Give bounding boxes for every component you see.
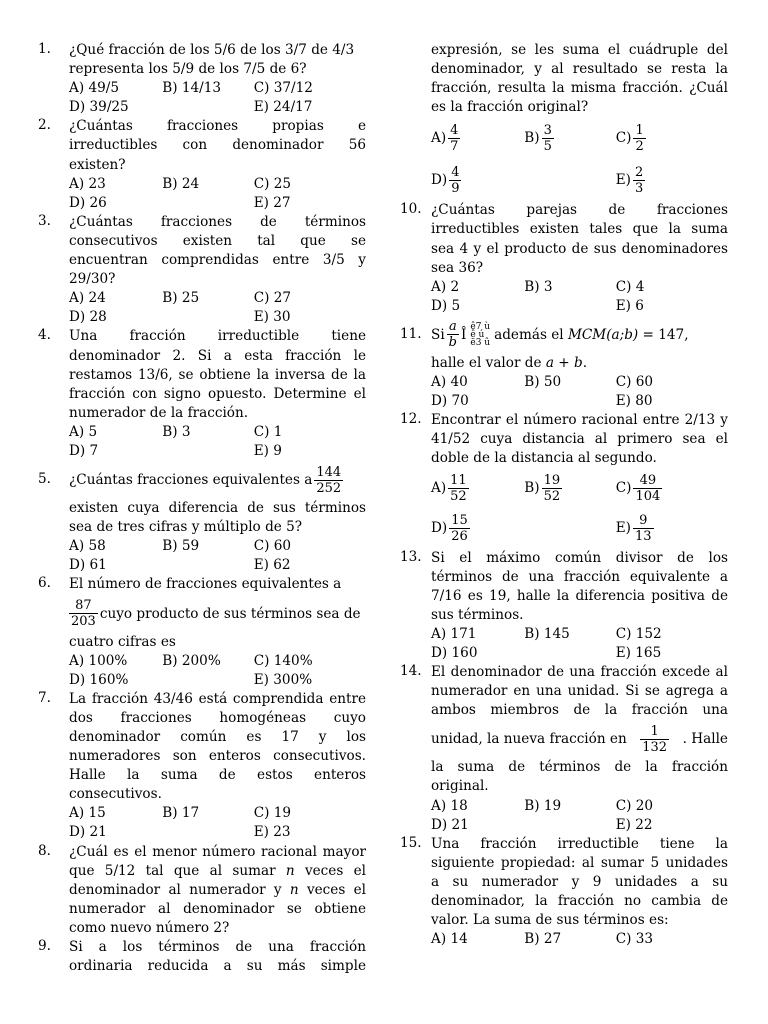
option-d: D) 39/25 (69, 99, 129, 116)
question-number: 14. (400, 663, 422, 680)
options-row (69, 175, 366, 194)
option-a: A) 18 (431, 797, 468, 814)
question-text: 7/16 es 19, halle la diferencia positiva de (431, 587, 728, 604)
question-7 (38, 690, 366, 843)
question-13 (400, 549, 728, 664)
question-number: 1. (38, 41, 51, 57)
question-text: ¿Cuántas fracciones equivalentes a $\frac{144}{252}$ (69, 464, 342, 496)
question-text: existen? (69, 156, 126, 173)
option-a: A) 49/5 (69, 80, 119, 97)
option-c: C) 60 (615, 374, 654, 391)
options-row (69, 652, 366, 671)
question-text: sea 4 y el producto de sus denominadores (431, 240, 728, 257)
option-a: A) $\frac{11}{52}$ (431, 473, 467, 504)
option-a: A) 100% (69, 652, 128, 669)
option-a: A) 14 (431, 931, 468, 948)
option-a: A) 5 (69, 423, 98, 440)
question-number: 11. (400, 325, 422, 342)
right-column (400, 41, 728, 949)
question-text: Encontrar el número racional entre 2/13 y (431, 412, 728, 429)
options-row (431, 930, 728, 949)
option-e: E) 80 (615, 393, 653, 410)
fraction: $\frac{1}{132}$ (642, 723, 668, 755)
option-e: E) 300% (253, 671, 313, 688)
question-text: 41/52 cuya distancia al primero sea el (431, 431, 728, 448)
option-c: C) 37/12 (253, 80, 313, 97)
question-text: Si a los términos de una fracción (69, 939, 366, 956)
options-row (431, 625, 728, 644)
options-row (69, 804, 366, 823)
option-b: B) 3 (524, 278, 553, 295)
question-text: ¿Cuántas parejas de fracciones (431, 202, 728, 219)
option-b: B) 3 (162, 423, 191, 440)
option-b: B) $\frac{3}{5}$ (524, 122, 552, 154)
options-row (69, 289, 366, 308)
options-row (69, 537, 366, 556)
option-c: C) 1 (253, 423, 283, 440)
question-text: sea 36? (431, 259, 484, 276)
options-row (69, 423, 366, 442)
option-c: C) $\frac{1}{2}$ (615, 122, 644, 154)
question-text: irreductibles existen tales que la suma (431, 221, 728, 238)
options-row (69, 79, 366, 98)
option-b: B) 14/13 (162, 80, 222, 97)
question-number: 4. (38, 327, 51, 344)
options-row (431, 392, 728, 411)
question-2 (38, 117, 366, 212)
question-text: ambos miembros de la fracción una (431, 702, 728, 719)
option-c: C) 19 (253, 805, 292, 822)
option-b: B) 25 (162, 290, 200, 307)
question-text: como nuevo número 2? (69, 919, 230, 936)
question-10 (400, 201, 728, 316)
options-row (69, 194, 366, 213)
options-row (431, 373, 728, 392)
question-text: a su numerador y 9 unidades a su (431, 873, 728, 890)
option-c: C) 25 (253, 175, 292, 192)
option-b: B) 19 (524, 797, 562, 814)
question-text: cuatro cifras es (69, 633, 176, 650)
question-text: El número de fracciones equivalentes a (69, 576, 342, 593)
option-b: B) 50 (524, 374, 562, 391)
question-text: original. (431, 778, 489, 795)
question-text: consecutivos existen tal que se (69, 232, 366, 249)
question-number: 6. (38, 575, 51, 592)
question-4 (38, 327, 366, 461)
question-text: numerador al denominador se obtiene (69, 900, 366, 917)
options-row (431, 644, 728, 663)
options-row (431, 469, 728, 509)
question-15 (400, 835, 728, 950)
question-text: ¿Qué fracción de los 5/6 de los 3/7 de 4/3 (69, 42, 355, 58)
question-1 (38, 41, 366, 117)
options-row (69, 308, 366, 327)
question-number: 7. (38, 689, 51, 706)
option-d: D) 21 (431, 816, 469, 833)
option-c: C) 4 (615, 278, 645, 295)
question-text: denominador común es 17 y los (69, 729, 366, 745)
question-text: encuentran comprendidas entre 3/5 y (69, 252, 366, 269)
option-a: A) 2 (431, 278, 460, 295)
question-text: que 5/12 tal que al sumar n veces el (69, 862, 366, 879)
option-d: D) 21 (69, 824, 107, 841)
option-e: E) 30 (253, 309, 291, 326)
question-text: Una fracción irreductible tiene la (431, 835, 728, 852)
options-row (69, 671, 366, 690)
question-text: términos de una fracción equivalente a (431, 568, 728, 585)
option-b: B) 17 (162, 805, 200, 822)
question-text: expresión, se les suma el cuádruple del (431, 42, 728, 58)
question-text: la suma de términos de la fracción (431, 759, 728, 776)
question-text: doble de la distancia al segundo. (431, 450, 657, 467)
question-number: 5. (38, 471, 51, 488)
options-row (431, 297, 728, 316)
question-text: fracción con signo opuesto. Determine el (69, 385, 366, 402)
question-text: ¿Cuántas fracciones de términos (69, 213, 366, 230)
option-c: C) 20 (615, 797, 654, 814)
question-text: existen cuya diferencia de sus términos (69, 500, 366, 517)
option-b: B) $\frac{19}{52}$ (524, 473, 561, 504)
option-d: D) 7 (69, 442, 99, 459)
option-e: E) 27 (253, 194, 291, 211)
question-text: valor. La suma de sus términos es: (431, 912, 669, 929)
question-text: halle el valor de a + b. (431, 354, 588, 371)
question-text: 29/30? (69, 271, 116, 288)
option-c: C) 27 (253, 290, 292, 307)
question-text: denominador, y al resultado se resta la (431, 61, 728, 78)
question-text: Halle la suma de estos enteros (69, 767, 366, 784)
option-a: A) 40 (431, 374, 468, 391)
question-text: ¿Cuántas fracciones propias e (69, 118, 366, 135)
options-row (69, 556, 366, 575)
option-b: B) 145 (524, 625, 570, 642)
option-d: D) $\frac{15}{26}$ (431, 513, 468, 544)
option-e: E) $\frac{9}{13}$ (615, 513, 652, 544)
options-row (431, 117, 728, 159)
option-b: B) 200% (162, 652, 221, 669)
fraction: $\frac{a}{b}$ (448, 319, 457, 351)
question-number: 2. (38, 117, 51, 134)
option-e: E) 23 (253, 824, 291, 841)
option-d: D) 28 (69, 309, 107, 326)
option-e: E) 165 (615, 644, 662, 661)
option-b: B) 59 (162, 538, 200, 555)
option-a: A) $\frac{4}{7}$ (431, 122, 459, 154)
question-text: El denominador de una fracción excede al (431, 664, 728, 681)
question-text: numerador de la fracción. (69, 404, 249, 421)
fraction: $\frac{144}{252}$ (316, 464, 342, 496)
option-a: A) 24 (69, 290, 106, 307)
option-e: E) 24/17 (253, 99, 313, 116)
bracket-expression: ê7 ù ê ú ë3 û (470, 321, 491, 348)
question-6 (38, 575, 366, 689)
option-c: C) 140% (253, 652, 313, 669)
question-text: denominador 2. Si a esta fracción le (69, 347, 366, 364)
question-14 (400, 663, 728, 835)
left-column (38, 41, 366, 976)
question-text: Si $\frac{a}{b}$ Î ê7 ù ê ú ë3 û además el MCM (a;b) = 147, (431, 319, 689, 351)
question-text: Una fracción irreductible tiene (69, 328, 366, 345)
option-e: E) 22 (615, 816, 653, 833)
question-9 (38, 938, 366, 976)
option-c: C) 60 (253, 538, 292, 555)
option-d: D) 70 (431, 393, 469, 410)
option-b: B) 24 (162, 175, 200, 192)
option-e: E) 9 (253, 442, 282, 459)
question-text: consecutivos. (69, 786, 162, 803)
option-d: D) 160 (431, 644, 478, 661)
question-text: numeradores son enteros consecutivos. (69, 748, 366, 765)
option-c: C) 33 (615, 931, 654, 948)
question-text: Si el máximo común divisor de los (431, 549, 728, 566)
option-e: E) 62 (253, 557, 291, 574)
question-text: $\frac{87}{203}$ cuyo producto de sus términos sea de (71, 598, 361, 630)
options-row (431, 816, 728, 835)
question-text: siguiente propiedad: al sumar 5 unidades (431, 854, 728, 871)
options-row (431, 278, 728, 297)
fraction: $\frac{87}{203}$ (71, 598, 96, 630)
question-text: unidad, la nueva fracción en $\frac{1}{132}$ . Halle (431, 723, 728, 755)
question-number: 3. (38, 212, 51, 229)
options-row (69, 823, 366, 842)
question-text: restamos 13/6, se obtiene la inversa de la (69, 366, 366, 383)
option-b: B) 27 (524, 931, 562, 948)
question-text: denominador, la fracción no cambia de (431, 893, 728, 909)
options-row (431, 509, 728, 549)
question-text: La fracción 43/46 está comprendida entre (69, 690, 366, 707)
option-c: C) 152 (615, 625, 662, 642)
options-row (431, 159, 728, 201)
options-row (69, 442, 366, 461)
option-a: A) 23 (69, 175, 106, 192)
question-text: irreductibles con denominador 56 (69, 137, 366, 154)
question-number: 13. (400, 548, 422, 565)
option-d: D) 61 (69, 557, 107, 574)
question-text: representa los 5/9 de los 7/5 de 6? (69, 61, 307, 78)
question-text: es la fracción original? (431, 99, 589, 116)
question-text: denominador al numerador y n veces el (69, 881, 366, 898)
question-number: 8. (38, 842, 51, 859)
question-text: sus términos. (431, 606, 524, 623)
option-d: D) 5 (431, 297, 461, 314)
question-text: ¿Cuál es el menor número racional mayor (69, 843, 366, 860)
option-d: D) $\frac{4}{9}$ (431, 164, 460, 196)
option-e: E) 6 (615, 297, 644, 314)
question-text: ordinaria reducida a su más simple (69, 958, 366, 975)
option-d: D) 26 (69, 194, 107, 211)
question-number: 9. (38, 938, 51, 955)
question-3 (38, 213, 366, 328)
option-e: E) $\frac{2}{3}$ (615, 164, 644, 196)
question-8 (38, 843, 366, 938)
question-number: 12. (400, 411, 422, 428)
option-a: A) 15 (69, 805, 106, 822)
question-number: 10. (400, 201, 422, 218)
option-d: D) 160% (69, 671, 129, 688)
question-12 (400, 411, 728, 548)
question-text: numerador en una unidad. Si se agrega a (431, 683, 728, 700)
question-11 (400, 316, 728, 411)
option-a: A) 58 (69, 538, 106, 555)
question-9-continued (400, 41, 728, 201)
question-text: sea de tres cifras y múltiplo de 5? (69, 519, 303, 536)
question-text: fracción, resulta la misma fracción. ¿Cuál (431, 80, 728, 97)
options-row (431, 797, 728, 816)
question-text: dos fracciones homogéneas cuyo (69, 709, 366, 726)
question-5 (38, 461, 366, 575)
option-a: A) 171 (431, 625, 477, 642)
options-row (69, 98, 366, 117)
option-c: C) $\frac{49}{104}$ (615, 473, 661, 504)
question-number: 15. (400, 834, 422, 851)
